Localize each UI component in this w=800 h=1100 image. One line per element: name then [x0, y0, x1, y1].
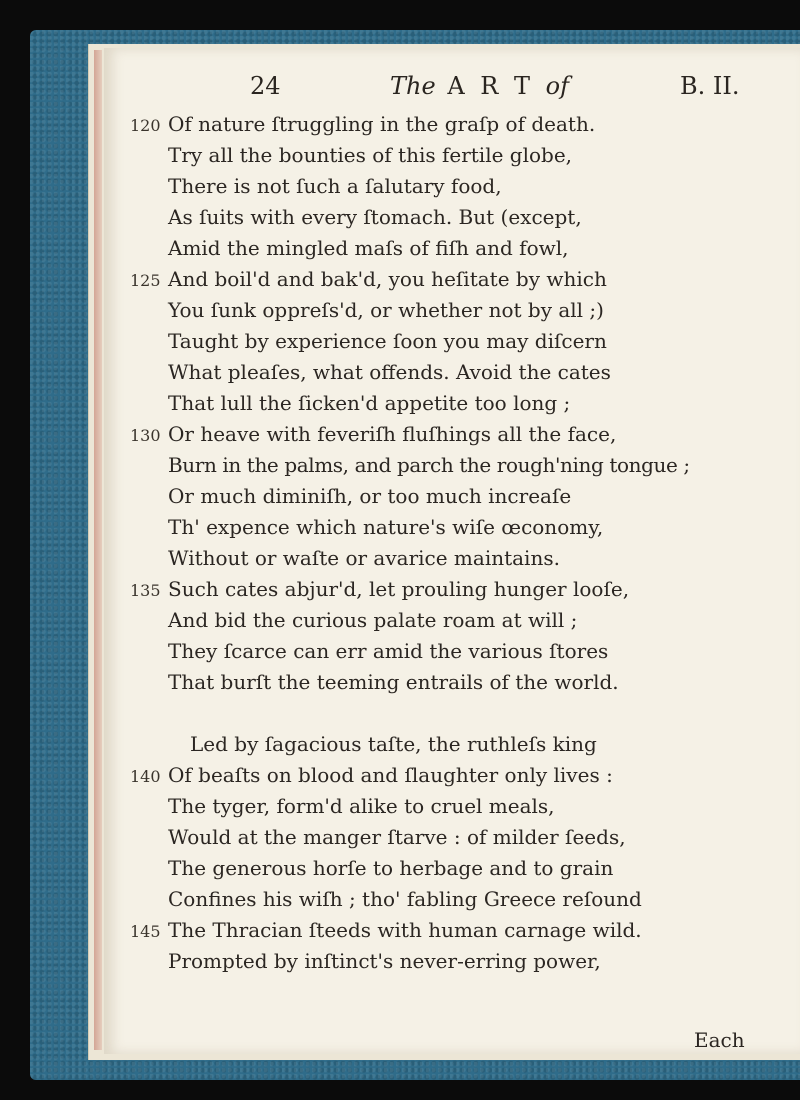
- line-number: 120: [130, 116, 161, 135]
- verse-text: Of nature ſtruggling in the graſp of death.: [168, 112, 596, 136]
- page-number: 24: [250, 72, 281, 100]
- line-number: 130: [130, 426, 161, 445]
- running-header: [250, 72, 770, 112]
- verse-text: Try all the bounties of this fertile globe,: [168, 143, 573, 167]
- verse-text: As ſuits with every ſtomach. But (except,: [168, 205, 582, 229]
- verse-text: Or much diminiſh, or too much increaſe: [168, 484, 572, 508]
- title-word-of: of: [545, 72, 569, 100]
- verse-text: There is not ſuch a ſalutary food,: [168, 174, 502, 198]
- verse-text: The generous horſe to herbage and to grain: [168, 856, 614, 880]
- title-prefix: The: [390, 72, 436, 100]
- verse-text: They ſcarce can err amid the various ſtores: [168, 639, 609, 663]
- verse-text: That burſt the teeming entrails of the world.: [168, 670, 619, 694]
- verse-text: Taught by experience ſoon you may diſcern: [168, 329, 607, 353]
- line-number: 135: [130, 581, 161, 600]
- title-word-art: A R T: [447, 72, 534, 100]
- verse-text: And bid the curious palate roam at will ;: [168, 608, 578, 632]
- verse-text: Without or waſte or avarice maintains.: [168, 546, 560, 570]
- catchword: Each: [694, 1028, 745, 1052]
- verse-text: The Thracian ſteeds with human carnage wild.: [168, 918, 642, 942]
- verse-text: Confines his wiſh ; tho' fabling Greece reſound: [168, 887, 642, 911]
- verse-text: Or heave with feveriſh fluſhings all the face,: [168, 422, 617, 446]
- verse-text: Amid the mingled maſs of fiſh and fowl,: [168, 236, 569, 260]
- verse-text: The tyger, form'd alike to cruel meals,: [168, 794, 555, 818]
- running-title: [390, 72, 569, 100]
- line-number: 140: [130, 767, 161, 786]
- verse-text: Led by ſagacious taſte, the ruthleſs king: [190, 732, 597, 756]
- verse-text: Burn in the palms, and parch the rough'ning tongue ;: [168, 453, 690, 477]
- verse-text: Such cates abjur'd, let prouling hunger looſe,: [168, 577, 630, 601]
- verse-text: Of beaſts on blood and ſlaughter only lives :: [168, 763, 613, 787]
- verse-text: Prompted by inſtinct's never-erring power,: [168, 949, 601, 973]
- verse-text: Th' expence which nature's wiſe œconomy,: [168, 515, 604, 539]
- page-edge-stain: [94, 50, 102, 1050]
- verse-text: Would at the manger ſtarve : of milder ſeeds,: [168, 825, 626, 849]
- verse-text: And boil'd and bak'd, you heſitate by which: [168, 267, 607, 291]
- book-section: B. II.: [680, 72, 740, 100]
- line-number: 145: [130, 922, 161, 941]
- line-number: 125: [130, 271, 161, 290]
- verse-text: That lull the ſicken'd appetite too long ;: [168, 391, 571, 415]
- verse-text: What pleaſes, what offends. Avoid the cates: [168, 360, 611, 384]
- verse-text: You ſunk oppreſs'd, or whether not by all ;): [168, 298, 604, 322]
